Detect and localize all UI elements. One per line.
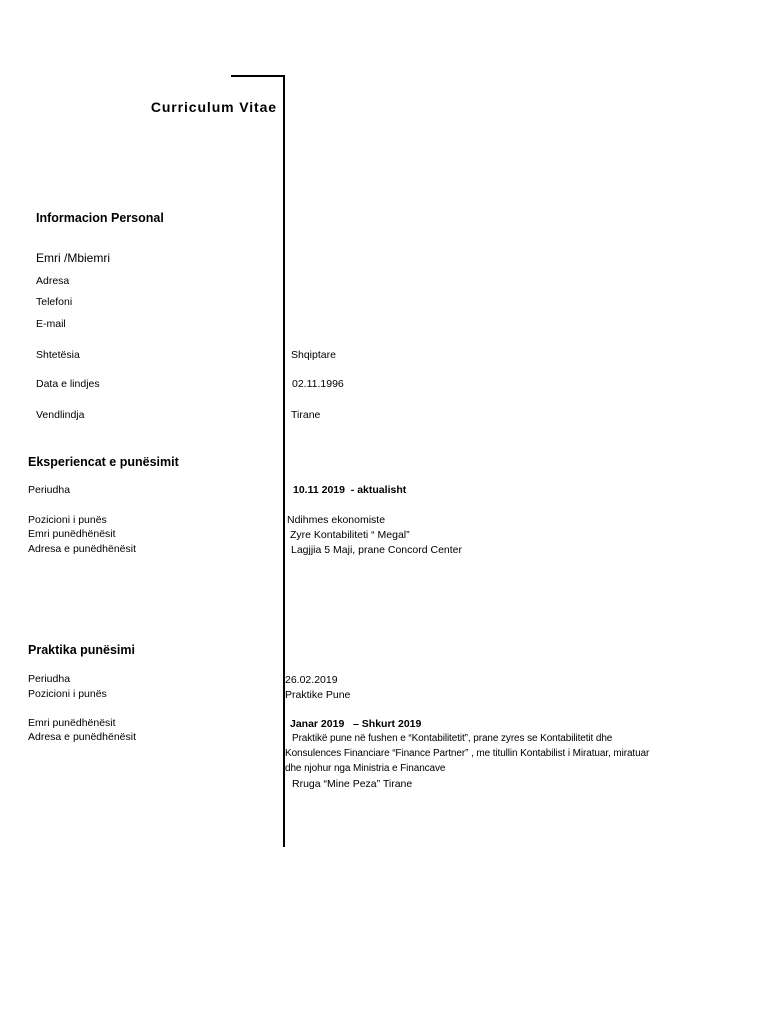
internship-dates: Janar 2019 – Shkurt 2019	[290, 718, 422, 730]
experience-employer-label: Emri punëdhënësit	[28, 528, 116, 540]
address-label: Adresa	[36, 275, 70, 287]
name-label: Emri /Mbiemri	[36, 251, 110, 265]
experience-employer-value: Zyre Kontabiliteti “ Megal”	[290, 529, 410, 541]
birthdate-value: 02.11.1996	[292, 378, 344, 390]
experience-employer-address-value: Lagjjia 5 Maji, prane Concord Center	[291, 544, 463, 556]
internship-position-label: Pozicioni i punës	[28, 688, 107, 700]
internship-description-line: dhe njohur nga Ministria e Financave	[285, 763, 446, 774]
internship-employer-label: Emri punëdhënësit	[28, 717, 116, 729]
birthplace-label: Vendlindja	[36, 409, 85, 421]
birthplace-value: Tirane	[291, 409, 321, 421]
experience-position-label: Pozicioni i punës	[28, 514, 107, 526]
email-label: E-mail	[36, 318, 66, 330]
internship-period-label: Periudha	[28, 673, 71, 685]
internship-period-value: 26.02.2019	[285, 674, 338, 686]
phone-label: Telefoni	[36, 296, 73, 308]
internship-description-line: Konsulences Financiare “Finance Partner” , me titullin Kontabilist i Miratuar, miratuar	[285, 748, 650, 759]
internship-address-value: Rruga “Mine Peza” Tirane	[292, 778, 413, 790]
internship-heading: Praktika punësimi	[28, 643, 135, 657]
birthdate-label: Data e lindjes	[36, 378, 100, 390]
document-title: Curriculum Vitae	[150, 99, 277, 115]
experience-employer-address-label: Adresa e punëdhënësit	[28, 543, 136, 555]
experience-period-label: Periudha	[28, 484, 71, 496]
nationality-label: Shtetësia	[36, 349, 80, 361]
personal-info-heading: Informacion Personal	[36, 211, 164, 225]
experience-period-value: 10.11 2019 - aktualisht	[293, 484, 407, 496]
internship-position-value: Praktike Pune	[285, 689, 351, 701]
experience-heading: Eksperiencat e punësimit	[28, 455, 179, 469]
experience-position-value: Ndihmes ekonomiste	[287, 514, 386, 526]
internship-description-line: Praktikë pune në fushen e “Kontabilitetit”, prane zyres se Kontabilitetit dhe	[292, 733, 613, 744]
internship-employer-address-label: Adresa e punëdhënësit	[28, 731, 136, 743]
nationality-value: Shqiptare	[291, 349, 336, 361]
vertical-divider-rule	[283, 75, 285, 847]
top-horizontal-rule	[231, 75, 285, 77]
